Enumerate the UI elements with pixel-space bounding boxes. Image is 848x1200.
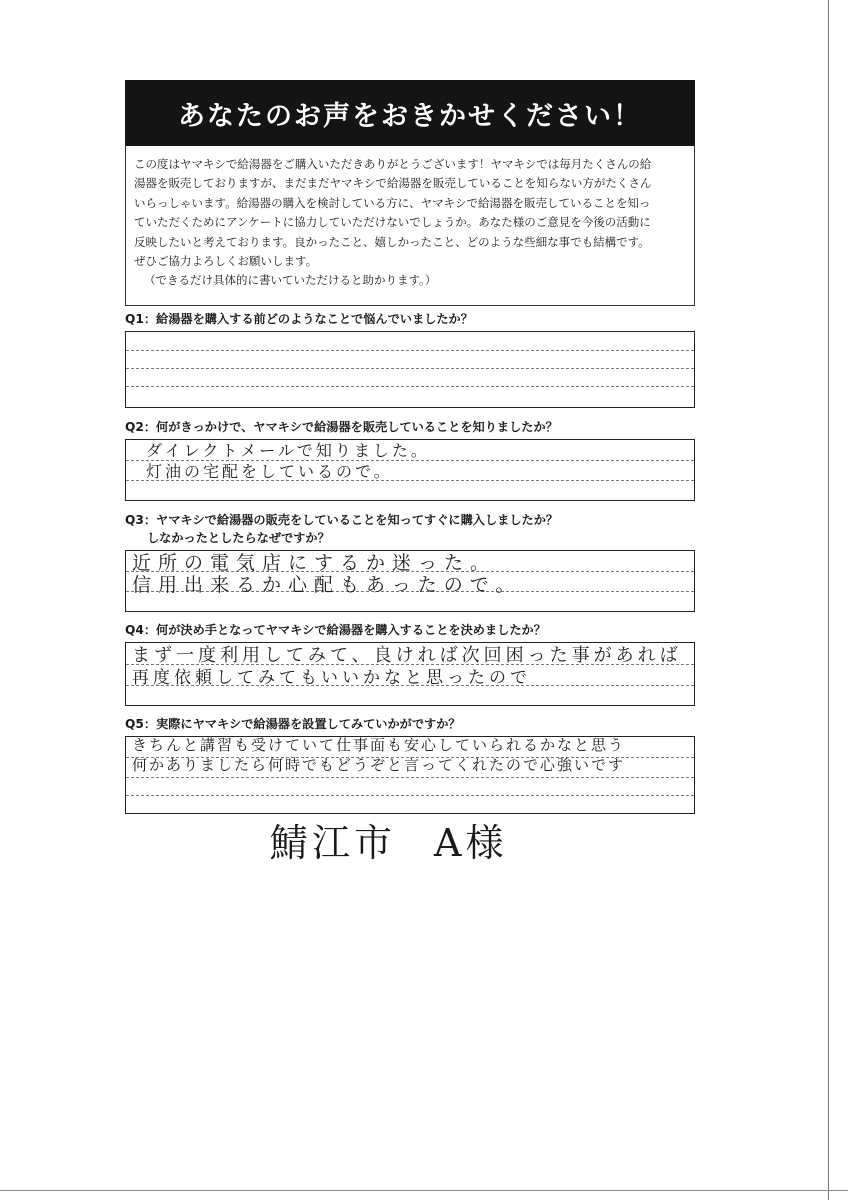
question-q1 (125, 311, 695, 408)
answer-box-q5[interactable] (125, 736, 695, 814)
question-q2 (125, 419, 695, 501)
handwritten-answer: 近所の電気店にするか迷った。 (132, 552, 497, 574)
signature-city: 鯖江市 (270, 821, 397, 865)
scan-edge-bottom (0, 1190, 848, 1200)
intro-line: ていただくためにアンケートに協力していただけないでしょうか。あなた様のご意見を今後の活動に (134, 215, 651, 230)
handwritten-answer: 信用出来るか心配もあったので。 (132, 574, 522, 596)
intro-line: ぜひご協力よろしくお願いします。 (134, 254, 318, 269)
question-label-q2: Q2：何がきっかけで、ヤマキシで給湯器を販売していることを知りましたか？ (125, 420, 558, 434)
intro-line: （できるだけ具体的に書いていただけると助かります。） (144, 273, 437, 288)
signature-name: A様 (434, 821, 508, 865)
question-label-q5: Q5：実際にヤマキシで給湯器を設置してみていかがですか？ (125, 717, 461, 731)
intro-line: 湯器を販売しておりますが、まだまだヤマキシで給湯器を販売していることを知らない方がたくさん (134, 176, 652, 191)
question-q4 (125, 622, 695, 706)
handwritten-answer: きちんと講習も受けていて仕事面も安心していられるかなと思う (132, 736, 626, 754)
intro-text-box (125, 146, 695, 306)
handwritten-answer: 灯油の宅配をしているので。 (146, 462, 393, 481)
handwritten-answer: 再度依頼してみてもいいかなと思ったので (132, 668, 531, 688)
intro-line: 反映したいと考えております。良かったこと、嬉しかったこと、どのような些細な事でも結構です。 (134, 234, 650, 249)
survey-sheet (125, 80, 695, 814)
answer-box-q1[interactable] (125, 331, 695, 408)
intro-line: この度はヤマキシで給湯器をご購入いただきありがとうございます！ヤマキシでは毎月たくさんの給 (134, 157, 652, 171)
survey-title-banner (125, 80, 695, 146)
handwritten-answer: まず一度利用してみて、良ければ次回困った事があれば (132, 645, 682, 666)
handwritten-answer: ダイレクトメールで知りました。 (146, 441, 430, 460)
intro-line: いらっしゃいます。給湯器の購入を検討している方に、ヤマキシで給湯器を販売していることを知っ (134, 195, 651, 210)
question-q5 (125, 716, 695, 814)
question-label-q1: Q1：給湯器を購入する前どのようなことで悩んでいましたか？ (125, 312, 473, 326)
question-sublabel-q3: しなかったとしたらなぜですか？ (147, 531, 330, 545)
scan-edge-right (828, 0, 848, 1200)
handwritten-answer: 何かありましたら何時でもどうぞと言ってくれたので心強いです (132, 756, 626, 774)
question-label-q3: Q3：ヤマキシで給湯器の販売をしていることを知ってすぐに購入しましたか？ (125, 513, 559, 527)
question-label-q4: Q4：何が決め手となってヤマキシで給湯器を購入することを決めましたか？ (125, 623, 546, 637)
answer-box-q4[interactable] (125, 642, 695, 706)
answer-box-q2[interactable] (125, 439, 695, 501)
question-q3 (125, 512, 695, 612)
survey-title: あなたのお声をおきかせください！ (178, 100, 642, 132)
respondent-signature (270, 812, 507, 867)
answer-box-q3[interactable] (125, 550, 695, 612)
